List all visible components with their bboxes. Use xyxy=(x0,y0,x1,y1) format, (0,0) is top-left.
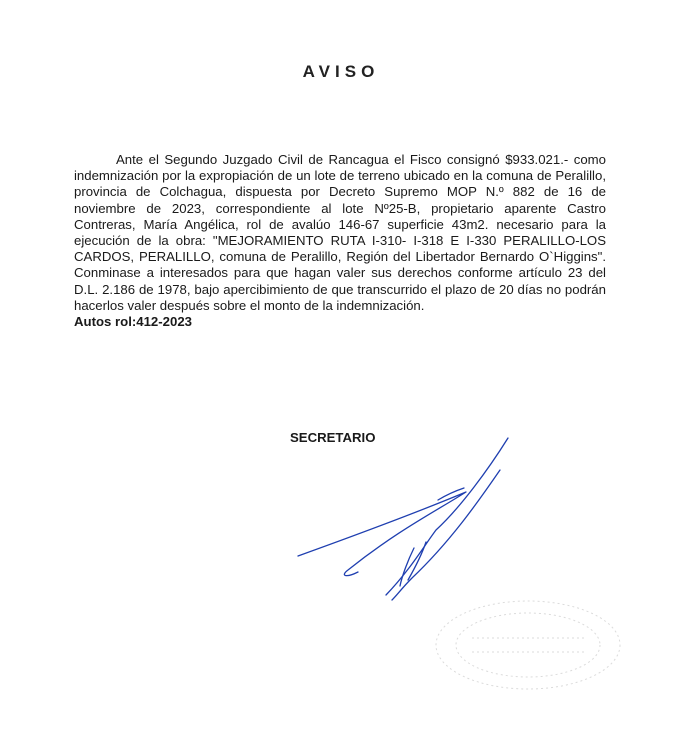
notice-body xyxy=(74,152,606,330)
handwritten-signature xyxy=(288,430,528,610)
notice-line: ubicado en la comuna de Peralillo, provincia de Colchagua, dispuesta por xyxy=(74,168,606,200)
notice-line: al lote Nº25-B, propietario aparente Castro Contreras, María Angélica, rol de xyxy=(74,200,606,232)
notice-line: Conminase a interesados para que hagan valer sus derechos conforme artículo xyxy=(74,265,562,281)
signatory-role: SECRETARIO xyxy=(290,430,376,445)
notice-line: PERALILLO, comuna de Peralillo, Región del Libertador Bernardo O`Higgins". xyxy=(139,249,606,265)
notice-line: 20 días no podrán hacerlos valer después sobre el monto de la indemnización. xyxy=(74,281,606,313)
case-reference: Autos rol:412-2023 xyxy=(74,314,192,330)
notice-paragraph xyxy=(74,152,606,314)
notice-line: 23 del D.L. 2.186 de 1978, bajo apercibimiento de que transcurrido el plazo de xyxy=(74,265,606,297)
notice-line: "MEJORAMIENTO RUTA I-310- I-318 E I-330 PERALILLO-LOS CARDOS, xyxy=(74,233,606,265)
notice-line: $933.021.- como indemnización por la expropiación de un lote de terreno xyxy=(74,152,606,184)
faded-seal-stamp xyxy=(428,590,628,700)
notice-line: Ante el Segundo Juzgado Civil de Rancagua el Fisco consignó xyxy=(116,152,500,167)
notice-line: avalúo 146-67 superficie 43m2. necesario para la ejecución de la obra: xyxy=(74,216,606,249)
notice-line: Decreto Supremo MOP N.º 882 de 16 de noviembre de 2023, correspondiente xyxy=(74,184,606,216)
notice-title: AVISO xyxy=(302,62,380,81)
